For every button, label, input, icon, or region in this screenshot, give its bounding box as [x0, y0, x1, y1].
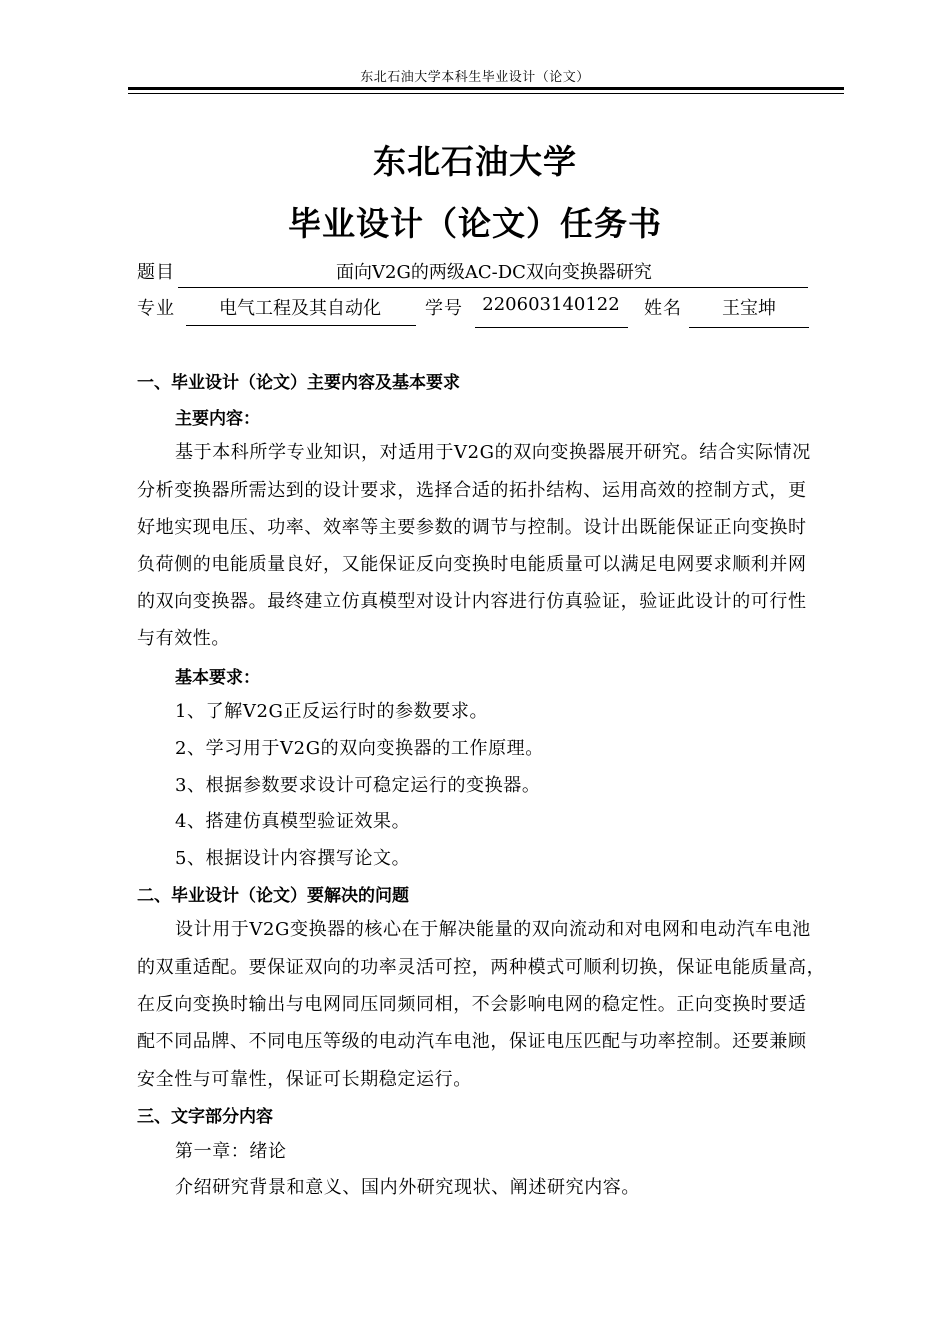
document-title: 毕业设计（论文）任务书 — [288, 204, 662, 243]
problem-line: 的双重适配。要保证双向的功率灵活可控，两种模式可顺利切换，保证电能质量高， — [137, 957, 826, 978]
student-id-value: 220603140122 — [482, 294, 620, 315]
content-line: 的双向变换器。最终建立仿真模型对设计内容进行仿真验证，验证此设计的可行性 — [137, 591, 807, 612]
requirement-item: 5、根据设计内容撰写论文。 — [175, 848, 411, 869]
requirement-item: 2、学习用于V2G的双向变换器的工作原理。 — [175, 738, 544, 759]
university-title: 东北石油大学 — [373, 142, 577, 181]
header-rule-thick — [128, 87, 844, 90]
content-line: 负荷侧的电能质量良好，又能保证反向变换时电能质量可以满足电网要求顺利并网 — [137, 554, 807, 575]
problem-line: 设计用于V2G变换器的核心在于解决能量的双向流动和对电网和电动汽车电池 — [175, 919, 811, 940]
student-name-label: 姓名 — [644, 298, 682, 319]
requirement-item: 3、根据参数要求设计可稳定运行的变换器。 — [175, 775, 541, 796]
problem-line: 在反向变换时输出与电网同压同频同相，不会影响电网的稳定性。正向变换时要适 — [137, 994, 807, 1015]
section-1-heading: 一、毕业设计（论文）主要内容及基本要求 — [137, 373, 460, 393]
student-id-label: 学号 — [425, 298, 463, 319]
student-id-underline — [475, 327, 628, 328]
content-line: 基于本科所学专业知识，对适用于V2G的双向变换器展开研究。结合实际情况 — [175, 442, 811, 463]
running-header: 东北石油大学本科生毕业设计（论文） — [360, 70, 590, 85]
major-value: 电气工程及其自动化 — [219, 298, 381, 319]
main-content-label: 主要内容： — [175, 409, 260, 429]
chapter-1-description: 介绍研究背景和意义、国内外研究现状、阐述研究内容。 — [175, 1177, 640, 1198]
content-line: 与有效性。 — [137, 628, 230, 649]
section-2-heading: 二、毕业设计（论文）要解决的问题 — [137, 886, 409, 906]
topic-underline — [178, 287, 808, 288]
major-label: 专业 — [137, 298, 175, 319]
major-underline — [186, 325, 416, 326]
requirement-item: 1、了解V2G正反运行时的参数要求。 — [175, 701, 489, 722]
problem-line: 安全性与可靠性，保证可长期稳定运行。 — [137, 1069, 472, 1090]
header-rule-thin — [128, 93, 844, 94]
requirement-item: 4、搭建仿真模型验证效果。 — [175, 811, 411, 832]
requirements-label: 基本要求： — [175, 668, 260, 688]
student-name-underline — [689, 327, 809, 328]
section-3-heading: 三、文字部分内容 — [137, 1107, 273, 1127]
problem-line: 配不同品牌、不同电压等级的电动汽车电池，保证电压匹配与功率控制。还要兼顾 — [137, 1031, 807, 1052]
topic-label: 题目 — [137, 262, 175, 283]
content-line: 分析变换器所需达到的设计要求，选择合适的拓扑结构、运用高效的控制方式，更 — [137, 480, 807, 501]
chapter-1-title: 第一章：绪论 — [175, 1141, 287, 1162]
topic-value: 面向V2G的两级AC-DC双向变换器研究 — [336, 262, 652, 283]
student-name-value: 王宝坤 — [722, 298, 776, 319]
content-line: 好地实现电压、功率、效率等主要参数的调节与控制。设计出既能保证正向变换时 — [137, 517, 807, 538]
